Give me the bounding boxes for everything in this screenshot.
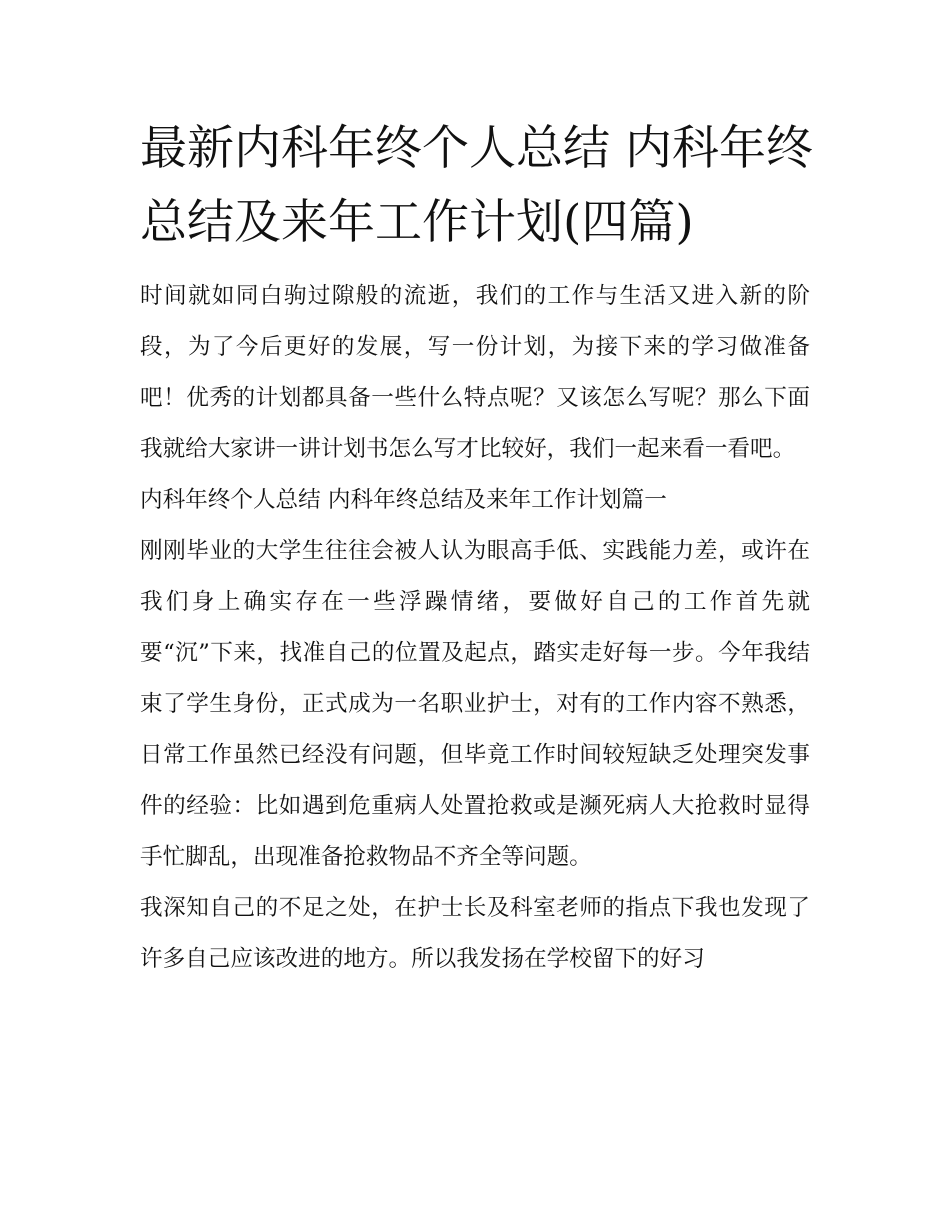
paragraph-first-section: 刚刚毕业的大学生往往会被人认为眼高手低、实践能力差，或许在我们身上确实存在一些浮躁情绪，要做好自己的工作首先就要“沉”下来，找准自己的位置及起点，踏实走好每一步。今年我结束了学生身份，正式成为一名职业护士，对有的工作内容不熟悉，日常工作虽然已经没有问题，但毕竟工作时间较短缺乏处理突发事件的经验：比如遇到危重病人处置抢救或是濒死病人大抢救时显得手忙脚乱，出现准备抢救物品不齐全等问题。: [140, 538, 810, 870]
paragraph-intro: 时间就如同白驹过隙般的流逝，我们的工作与生活又进入新的阶段，为了今后更好的发展，写一份计划，为接下来的学习做准备吧！优秀的计划都具备一些什么特点呢？又该怎么写呢？那么下面我就给大家讲一讲计划书怎么写才比较好，我们一起来看一看吧。: [140, 283, 810, 462]
document-title: 最新内科年终个人总结 内科年终总结及来年工作计划(四篇): [140, 121, 813, 250]
section-heading: 内科年终个人总结 内科年终总结及来年工作计划篇一: [140, 487, 667, 513]
document-body: [140, 271, 810, 985]
paragraph-second-section: 我深知自己的不足之处，在护士长及科室老师的指点下我也发现了许多自己应该改进的地方。所以我发扬在学校留下的好习: [140, 895, 810, 972]
